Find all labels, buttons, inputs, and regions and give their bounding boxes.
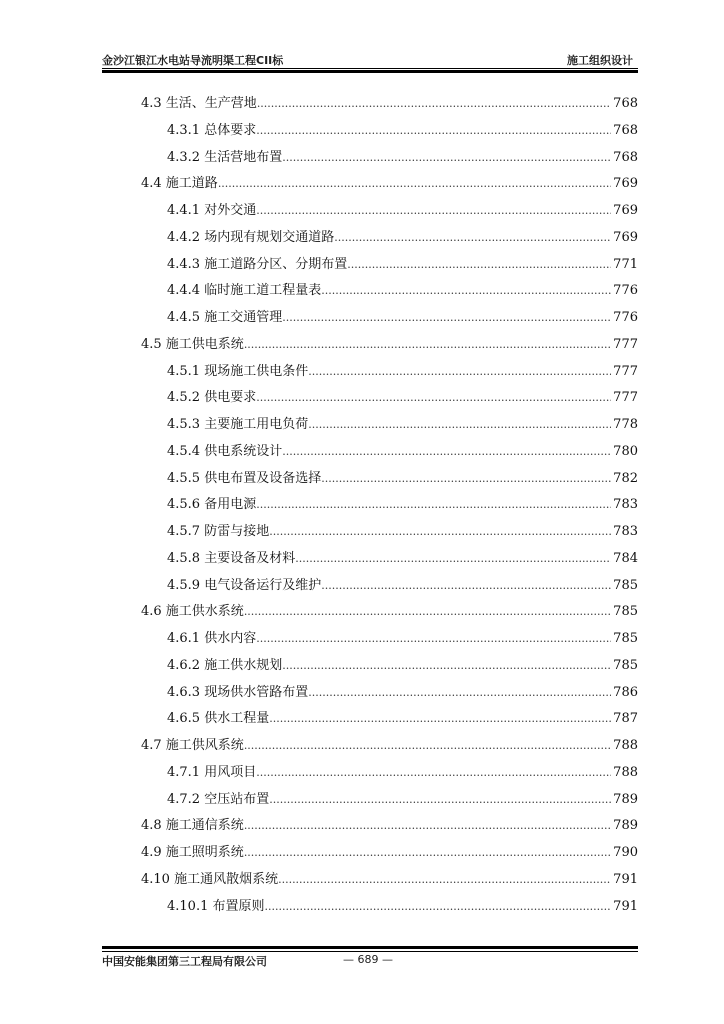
toc-dot-leader: [244, 840, 611, 866]
footer-rule-thin: [102, 951, 638, 952]
toc-entry-page: 784: [613, 550, 638, 566]
toc-entry-title: 4.3 生活、生产营地: [141, 96, 257, 111]
toc-entry-title: 4.4 施工道路: [141, 176, 218, 192]
toc-entry[interactable]: [0, 546, 724, 573]
toc-entry-title: 4.4.5 施工交通管理: [167, 310, 283, 325]
toc-entry-line: [167, 439, 638, 465]
toc-entry-page: 777: [613, 363, 638, 379]
toc-entry-page: 785: [613, 577, 638, 593]
toc-entry-page: 769: [613, 176, 638, 192]
header-rule-thin: [102, 68, 638, 69]
toc-entry-line: [141, 867, 638, 893]
toc-entry-page: 788: [613, 764, 638, 780]
toc-entry-line: [167, 278, 638, 304]
toc-dot-leader: [321, 278, 611, 304]
toc-entry[interactable]: [0, 385, 724, 412]
footer-rule-thick: [102, 946, 638, 949]
page-footer: [102, 953, 637, 969]
header-project-title: 金沙江银江水电站导流明渠工程CII标: [102, 54, 284, 67]
toc-dot-leader: [334, 225, 611, 251]
toc-entry-title: 4.10 施工通风散烟系统: [141, 871, 279, 887]
toc-entry-title: 4.5 施工供电系统: [141, 336, 244, 352]
toc-entry-page: 791: [613, 871, 638, 887]
toc-dot-leader: [282, 145, 611, 171]
footer-company-name: 中国安能集团第三工程局有限公司: [102, 955, 267, 968]
toc-entry-line: [167, 385, 638, 411]
toc-entry-line: [141, 840, 638, 866]
toc-entry[interactable]: [0, 225, 724, 252]
toc-entry-line: [141, 332, 638, 358]
toc-entry-page: 791: [613, 898, 638, 914]
toc-entry[interactable]: [0, 573, 724, 600]
toc-dot-leader: [269, 519, 611, 545]
toc-dot-leader: [278, 867, 611, 893]
toc-entry-title: 4.4.4 临时施工道工程量表: [167, 283, 322, 299]
toc-entry-page: 768: [613, 149, 638, 165]
toc-entry-page: 776: [613, 283, 638, 299]
toc-entry[interactable]: [0, 252, 724, 279]
toc-dot-leader: [256, 492, 611, 518]
toc-dot-leader: [282, 305, 611, 331]
toc-dot-leader: [218, 171, 611, 197]
toc-entry-line: [167, 573, 638, 599]
toc-dot-leader: [295, 546, 611, 572]
toc-dot-leader: [347, 252, 611, 278]
toc-entry-title: 4.5.1 现场施工供电条件: [167, 363, 309, 379]
toc-entry[interactable]: [0, 626, 724, 653]
toc-entry-line: [167, 412, 638, 438]
toc-entry-line: [167, 305, 638, 331]
toc-entry-line: [141, 171, 638, 197]
toc-entry[interactable]: [0, 840, 724, 867]
toc-dot-leader: [256, 760, 611, 786]
toc-entry-page: 786: [613, 684, 638, 700]
toc-entry-title: 4.5.8 主要设备及材料: [167, 550, 296, 566]
toc-entry-title: 4.6.5 供水工程量: [167, 711, 270, 727]
header-rule-thick: [102, 70, 638, 73]
toc-dot-leader: [264, 894, 611, 920]
toc-entry-page: 777: [613, 336, 638, 352]
toc-dot-leader: [308, 412, 611, 438]
toc-entry[interactable]: [0, 359, 724, 386]
toc-entry[interactable]: [0, 118, 724, 145]
toc-entry-title: 4.7.1 用风项目: [167, 764, 257, 780]
toc-dot-leader: [308, 359, 611, 385]
toc-entry-line: [167, 626, 638, 652]
toc-entry-title: 4.6.2 施工供水规划: [167, 657, 283, 673]
toc-entry-title: 4.5.3 主要施工用电负荷: [167, 417, 309, 432]
toc-entry-page: 778: [613, 417, 638, 432]
toc-entry-page: 787: [613, 711, 638, 727]
toc-entry-line: [167, 787, 638, 813]
table-of-contents: [0, 91, 724, 920]
toc-entry-page: 771: [613, 256, 638, 272]
toc-entry-title: 4.7.2 空压站布置: [167, 791, 270, 807]
toc-entry[interactable]: [0, 439, 724, 466]
toc-entry-title: 4.6 施工供水系统: [141, 604, 244, 620]
toc-entry-page: 780: [613, 443, 638, 459]
toc-entry-title: 4.8 施工通信系统: [141, 818, 244, 834]
toc-entry-line: [167, 492, 638, 518]
toc-entry[interactable]: [0, 466, 724, 493]
toc-entry-title: 4.4.2 场内现有规划交通道路: [167, 229, 335, 245]
toc-entry[interactable]: [0, 145, 724, 172]
toc-entry[interactable]: [0, 599, 724, 626]
toc-entry-page: 785: [613, 657, 638, 673]
toc-entry-title: 4.5.4 供电系统设计: [167, 443, 283, 459]
toc-dot-leader: [321, 466, 611, 492]
toc-entry-page: 789: [613, 818, 638, 834]
toc-entry-line: [167, 680, 638, 706]
page-header: [102, 52, 637, 68]
toc-entry[interactable]: [0, 91, 724, 118]
toc-entry[interactable]: [0, 492, 724, 519]
toc-entry[interactable]: [0, 305, 724, 332]
toc-entry-line: [141, 91, 638, 117]
toc-entry-title: 4.9 施工照明系统: [141, 845, 244, 860]
toc-entry[interactable]: [0, 760, 724, 787]
toc-entry-line: [167, 225, 638, 251]
toc-entry-title: 4.5.9 电气设备运行及维护: [167, 577, 322, 593]
toc-entry-title: 4.6.3 现场供水管路布置: [167, 684, 309, 700]
toc-entry[interactable]: [0, 171, 724, 198]
toc-entry-page: 769: [613, 203, 638, 218]
toc-entry-title: 4.5.2 供电要求: [167, 390, 257, 406]
toc-entry-page: 785: [613, 631, 638, 646]
toc-dot-leader: [269, 706, 611, 732]
toc-entry-line: [167, 653, 638, 679]
toc-entry-page: 768: [613, 122, 638, 138]
toc-entry-line: [141, 733, 638, 759]
toc-entry-title: 4.4.1 对外交通: [167, 203, 257, 218]
toc-entry-page: 785: [613, 604, 638, 620]
toc-entry[interactable]: [0, 198, 724, 225]
toc-entry-line: [167, 546, 638, 572]
toc-entry-title: 4.5.5 供电布置及设备选择: [167, 470, 322, 486]
toc-dot-leader: [269, 787, 611, 813]
toc-entry[interactable]: [0, 519, 724, 546]
toc-entry-line: [167, 118, 638, 144]
toc-dot-leader: [256, 626, 611, 652]
toc-dot-leader: [256, 118, 611, 144]
toc-entry-line: [167, 145, 638, 171]
toc-entry[interactable]: [0, 332, 724, 359]
toc-dot-leader: [244, 813, 611, 839]
toc-entry[interactable]: [0, 813, 724, 840]
toc-entry-line: [167, 466, 638, 492]
toc-dot-leader: [282, 653, 611, 679]
toc-entry-line: [167, 198, 638, 224]
toc-entry[interactable]: [0, 680, 724, 707]
toc-dot-leader: [244, 599, 611, 625]
toc-entry-line: [167, 894, 638, 920]
toc-entry-title: 4.5.6 备用电源: [167, 497, 257, 513]
toc-entry[interactable]: [0, 706, 724, 733]
toc-entry-title: 4.7 施工供风系统: [141, 738, 244, 753]
toc-entry-line: [167, 252, 638, 278]
toc-entry-title: 4.3.1 总体要求: [167, 122, 257, 138]
toc-entry-title: 4.6.1 供水内容: [167, 631, 257, 646]
toc-entry-page: 783: [613, 524, 638, 539]
toc-entry-title: 4.5.7 防雷与接地: [167, 524, 270, 539]
toc-entry-page: 788: [613, 738, 638, 753]
toc-entry-page: 783: [613, 497, 638, 513]
toc-entry[interactable]: [0, 653, 724, 680]
toc-dot-leader: [244, 733, 611, 759]
toc-entry-title: 4.3.2 生活营地布置: [167, 149, 283, 165]
toc-entry-line: [167, 359, 638, 385]
toc-entry[interactable]: [0, 278, 724, 305]
toc-entry-line: [167, 519, 638, 545]
toc-entry-page: 769: [613, 229, 638, 245]
header-document-type: 施工组织设计: [567, 54, 633, 67]
footer-page-number: — 689 —: [343, 953, 393, 966]
toc-entry-page: 789: [613, 791, 638, 807]
toc-dot-leader: [282, 439, 611, 465]
toc-dot-leader: [256, 198, 611, 224]
toc-dot-leader: [244, 332, 611, 358]
toc-dot-leader: [256, 385, 611, 411]
toc-entry[interactable]: [0, 733, 724, 760]
toc-dot-leader: [257, 91, 611, 117]
toc-dot-leader: [321, 573, 611, 599]
toc-entry-page: 777: [613, 390, 638, 406]
toc-entry-line: [167, 760, 638, 786]
toc-entry[interactable]: [0, 867, 724, 894]
toc-entry-line: [141, 813, 638, 839]
toc-entry[interactable]: [0, 787, 724, 814]
toc-entry-page: 790: [613, 845, 638, 860]
toc-entry-page: 776: [613, 310, 638, 325]
toc-entry-line: [167, 706, 638, 732]
toc-entry[interactable]: [0, 412, 724, 439]
toc-entry-page: 768: [613, 96, 638, 111]
toc-entry[interactable]: [0, 894, 724, 921]
toc-entry-line: [141, 599, 638, 625]
toc-entry-title: 4.10.1 布置原则: [167, 898, 265, 914]
toc-entry-title: 4.4.3 施工道路分区、分期布置: [167, 256, 348, 272]
toc-entry-page: 782: [613, 470, 638, 486]
toc-dot-leader: [308, 680, 611, 706]
